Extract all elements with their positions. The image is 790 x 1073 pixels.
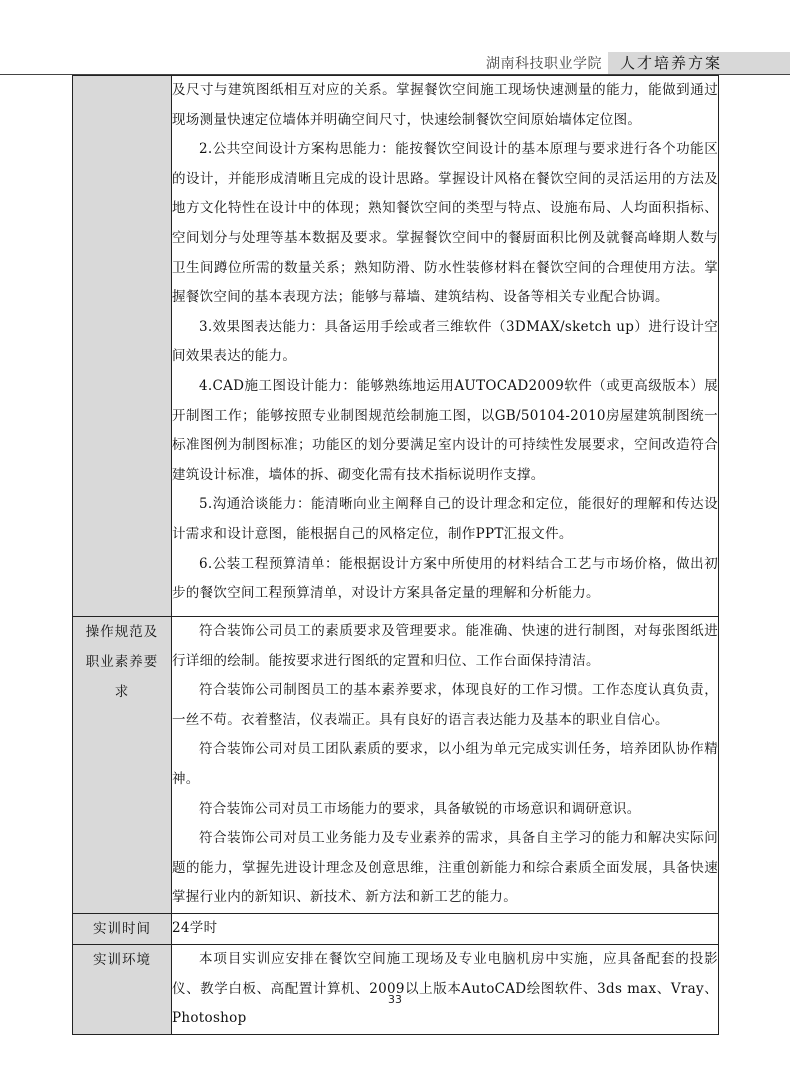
table-row-environment xyxy=(73,944,719,1034)
abilities-paragraph: 4.CAD施工图设计能力：能够熟练地运用AUTOCAD2009软件（或更高级版本）展开制图工作；能够按照专业制图规范绘制施工图，以GB/50104-2010房屋建筑制图统一标准图例为制图标准；功能区的划分要满足室内设计的可持续性发展要求，空间改造符合建筑设计标准，墙体的拆、砌变化需有技术指标说明作支撑。 xyxy=(172,377,718,483)
abilities-paragraph: 2.公共空间设计方案构思能力：能按餐饮空间设计的基本原理与要求进行各个功能区的设计，并能形成清晰且完成的设计思路。掌握设计风格在餐饮空间的灵活运用的方法及地方文化特性在设计中的体现；熟知餐饮空间的类型与特点、设施布局、人均面积指标、空间划分与处理等基本数据及要求。掌握餐饮空间中的餐厨面积比例及就餐高峰期人数与卫生间蹲位所需的数量关系；熟知防滑、防水性装修材料在餐饮空间的合理使用方法。掌握餐饮空间的基本表现方法；能够与幕墙、建筑结构、设备等相关专业配合协调。 xyxy=(172,141,718,306)
page-header xyxy=(0,52,790,74)
document-title-tag: 人才培养方案 xyxy=(608,52,790,74)
quality-paragraph: 符合装饰公司对员工团队素质的要求，以小组为单元完成实训任务，培养团队协作精神。 xyxy=(172,741,718,787)
environment-label: 实训环境 xyxy=(73,944,172,1034)
abilities-paragraph: 5.沟通洽谈能力：能清晰向业主阐释自己的设计理念和定位，能很好的理解和传达设计需求和设计意图，能根据自己的风格定位，制作PPT汇报文件。 xyxy=(172,496,718,542)
school-name: 湖南科技职业学院 xyxy=(486,56,602,72)
training-spec-table xyxy=(72,75,719,1035)
quality-paragraph: 符合装饰公司对员工业务能力及专业素养的需求，具备自主学习的能力和解决实际问题的能力，掌握先进设计理念及创意思维，注重创新能力和综合素质全面发展，具备快速掌握行业内的新知识、新技术、新方法和新工艺的能力。 xyxy=(172,830,718,906)
table-row-time xyxy=(73,913,719,944)
time-value: 24学时 xyxy=(172,913,719,944)
quality-paragraph: 符合装饰公司对员工市场能力的要求，具备敏锐的市场意识和调研意识。 xyxy=(199,800,641,817)
quality-content-cell xyxy=(172,617,719,914)
abilities-paragraph: 3.效果图表达能力：具备运用手绘或者三维软件（3DMAX/sketch up）进行设计空间效果表达的能力。 xyxy=(172,318,718,365)
quality-paragraph: 符合装饰公司员工的素质要求及管理要求。能准确、快速的进行制图，对每张图纸进行详细的绘制。能按要求进行图纸的定置和归位、工作台面保持清洁。 xyxy=(172,623,718,669)
abilities-label-cell xyxy=(73,76,172,617)
abilities-paragraph: 6.公装工程预算清单：能根据设计方案中所使用的材料结合工艺与市场价格，做出初步的餐饮空间工程预算清单，对设计方案具备定量的理解和分析能力。 xyxy=(172,555,718,602)
time-label: 实训时间 xyxy=(73,913,172,944)
quality-paragraph: 符合装饰公司制图员工的基本素养要求，体现良好的工作习惯。工作态度认真负责，一丝不苟。衣着整洁，仪表端正。具有良好的语言表达能力及基本的职业自信心。 xyxy=(172,682,718,728)
table-row-abilities xyxy=(73,76,719,617)
quality-label: 操作规范及职业素养要求 xyxy=(73,617,172,914)
abilities-paragraph: 及尺寸与建筑图纸相互对应的关系。掌握餐饮空间施工现场快速测量的能力，能做到通过现场测量快速定位墙体并明确空间尺寸，快速绘制餐饮空间原始墙体定位图。 xyxy=(172,82,718,128)
table-row-quality xyxy=(73,617,719,914)
abilities-content-cell xyxy=(172,76,719,617)
environment-paragraph: 本项目实训应安排在餐饮空间施工现场及专业电脑机房中实施，应具备配套的投影仪、教学白板、高配置计算机、2009以上版本AutoCAD绘图软件、3ds max、Vray、Photoshop xyxy=(172,950,718,1027)
page-number: 33 xyxy=(388,993,402,1006)
environment-content-cell xyxy=(172,944,719,1034)
